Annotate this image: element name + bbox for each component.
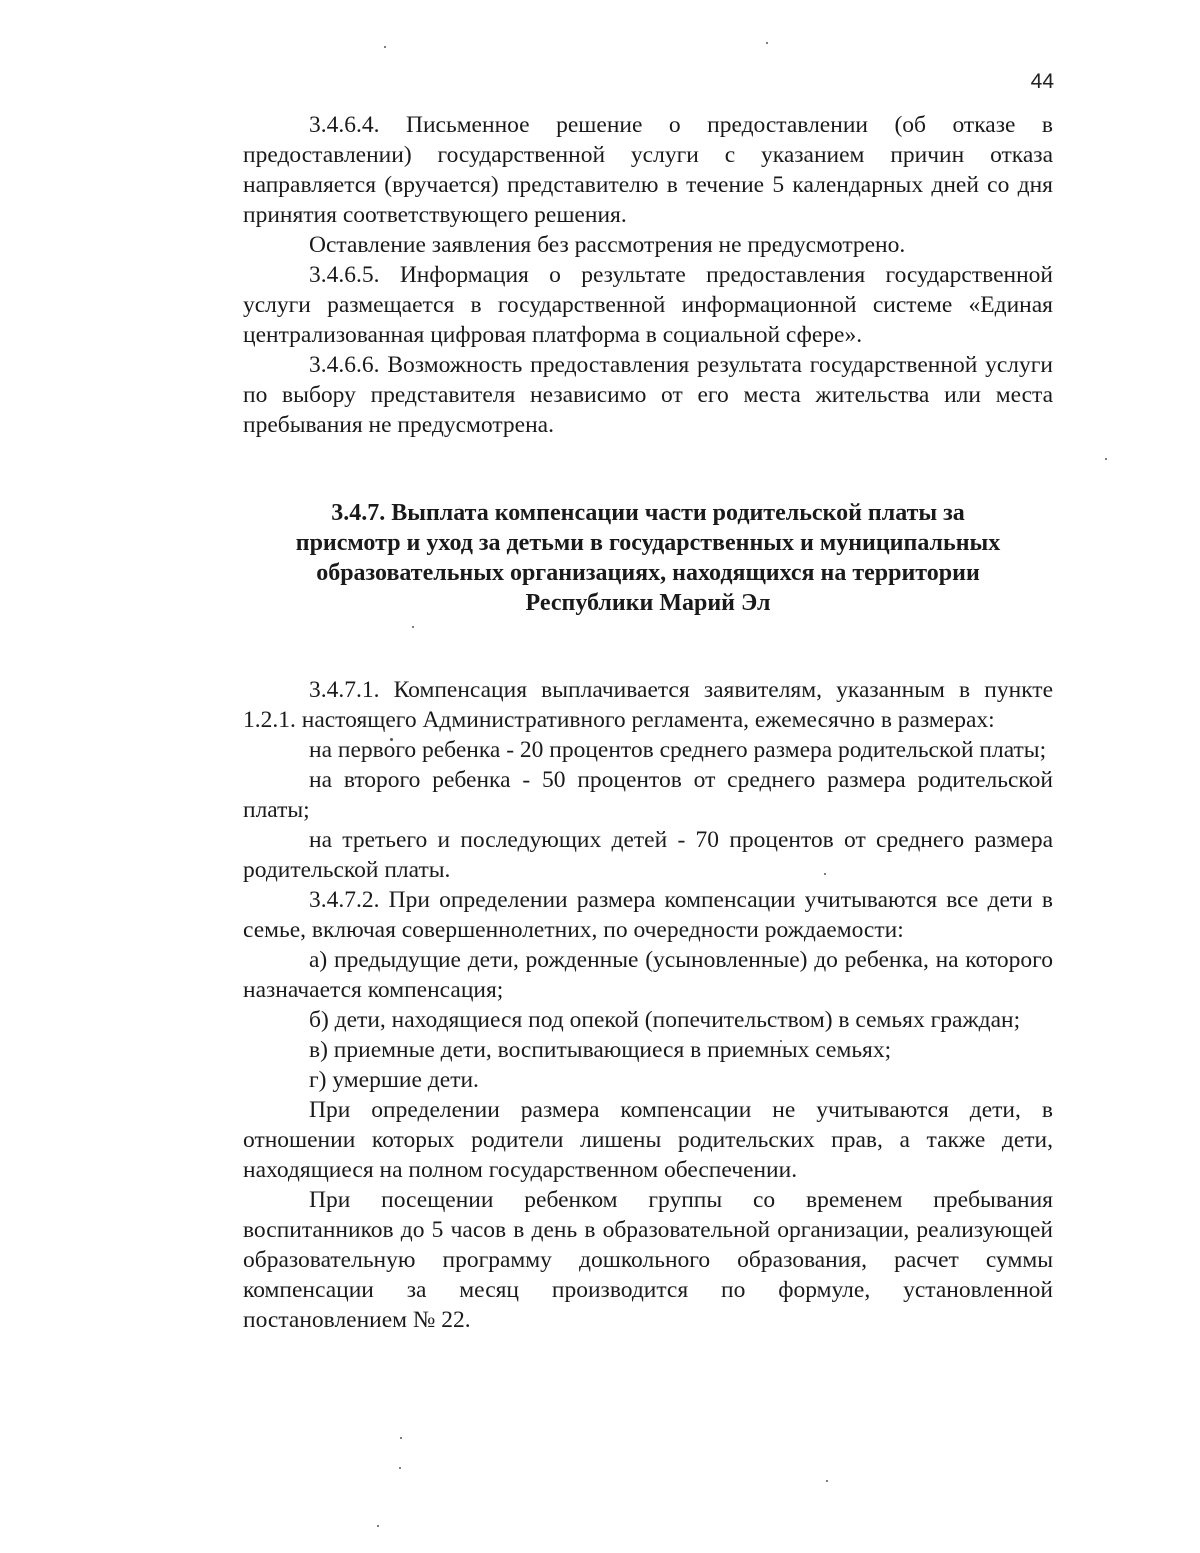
- scan-speck: [399, 1467, 401, 1469]
- paragraph: При посещении ребенком группы со временем пребывания воспитанников до 5 часов в день в образовательной организации, реализующей образовательную программу дошкольного образования, расчет суммы компенсации за месяц производится по формуле, установленной постановлением № 22.: [243, 1187, 1053, 1333]
- scan-speck: [377, 1525, 379, 1527]
- scan-speck: [384, 46, 386, 48]
- scan-speck: [400, 1437, 402, 1439]
- paragraph: 3.4.6.6. Возможность предоставления результата государственной услуги по выбору представителя независимо от его места жительства или места пребывания не предусмотрена.: [243, 352, 1053, 438]
- paragraph: 3.4.7.2. При определении размера компенсации учитываются все дети в семье, включая совершеннолетних, по очередности рождаемости:: [243, 887, 1053, 943]
- scan-speck: [1105, 458, 1107, 460]
- paragraph: б) дети, находящиеся под опекой (попечительством) в семьях граждан;: [309, 1007, 1021, 1033]
- paragraph: в) приемные дети, воспитывающиеся в приемных семьях;: [309, 1037, 892, 1063]
- heading-line: присмотр и уход за детьми в государственных и муниципальных: [295, 530, 1001, 556]
- paragraph: на третьего и последующих детей - 70 процентов от среднего размера родительской платы.: [243, 827, 1053, 883]
- heading-line: образовательных организациях, находящихся на территории: [316, 560, 980, 586]
- paragraph: Оставление заявления без рассмотрения не предусмотрено.: [309, 232, 906, 258]
- scan-speck: [766, 42, 768, 44]
- paragraph: на второго ребенка - 50 процентов от среднего размера родительской платы;: [243, 767, 1053, 823]
- heading-line: Республики Марий Эл: [525, 590, 771, 616]
- paragraph: а) предыдущие дети, рожденные (усыновленные) до ребенка, на которого назначается компенсация;: [243, 947, 1053, 1003]
- paragraph: 3.4.6.5. Информация о результате предоставления государственной услуги размещается в государственной информационной системе «Единая централизованная цифровая платформа в социальной сфере».: [243, 262, 1053, 348]
- heading-line: 3.4.7. Выплата компенсации части родительской платы за: [331, 500, 965, 526]
- section-3-4-7-text: [243, 675, 1053, 1335]
- paragraph: 3.4.7.1. Компенсация выплачивается заявителям, указанным в пункте 1.2.1. настоящего Административного регламента, ежемесячно в размерах:: [243, 677, 1053, 733]
- paragraph: При определении размера компенсации не учитываются дети, в отношении которых родители лишены родительских прав, а также дети, находящиеся на полном государственном обеспечении.: [243, 1097, 1053, 1183]
- scan-speck: [412, 626, 414, 628]
- paragraph: 3.4.6.4. Письменное решение о предоставлении (об отказе в предоставлении) государственной услуги с указанием причин отказа направляется (вручается) представителю в течение 5 календарных дней со дня принятия соответствующего решения.: [243, 112, 1053, 228]
- paragraph: на первого ребенка - 20 процентов среднего размера родительской платы;: [309, 737, 1047, 763]
- page-number: 44: [1030, 70, 1054, 93]
- scan-speck: [826, 1480, 828, 1482]
- paragraph: г) умершие дети.: [309, 1067, 479, 1093]
- section-3-4-6-text: [243, 110, 1053, 440]
- section-heading: [243, 498, 1053, 618]
